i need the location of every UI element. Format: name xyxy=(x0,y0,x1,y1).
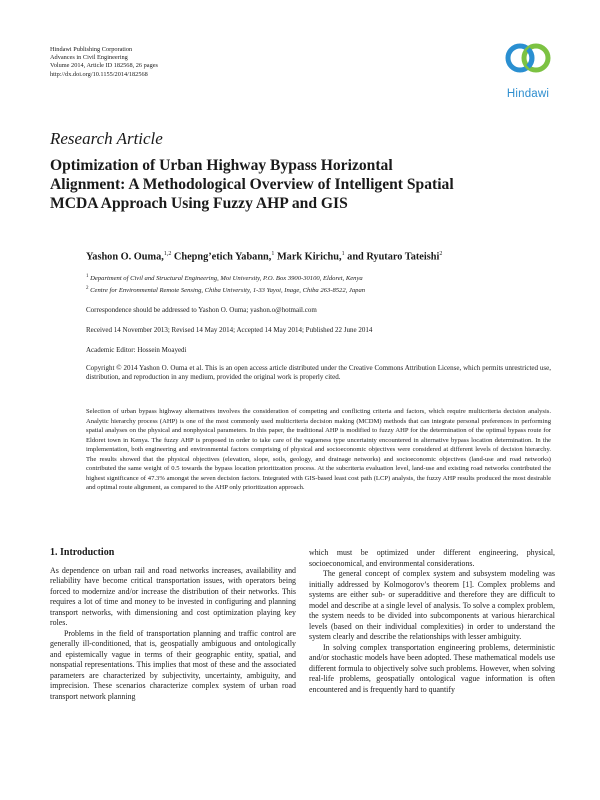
author-affiliation-marker: 1,2 xyxy=(163,251,172,257)
author-affiliation-marker: 1 xyxy=(341,251,345,257)
author-name: Mark Kirichu, xyxy=(274,251,342,263)
body-paragraph: As dependence on urban rail and road networks increases, availability and reliability have become critical transportation issues, with operators being forced to modernize and/or increase the distribution of their networks. This requires a lot of time and money to be invested in configuring and planning transport networks, with dimensioning and cost optimization playing key roles. xyxy=(50,565,296,627)
affiliation-marker: 2 xyxy=(86,286,89,291)
body-column-left xyxy=(50,548,296,702)
section-heading: 1. Introduction xyxy=(50,547,115,558)
article-title: Optimization of Urban Highway Bypass Horizontal Alignment: A Methodological Overview of Intelligent Spatial MCDA Approach Using Fuzzy AHP and GIS xyxy=(50,157,454,213)
affiliation-marker: 1 xyxy=(86,274,89,279)
author-affiliation-marker: 2 xyxy=(439,251,443,257)
body-column-right xyxy=(309,548,555,695)
body-paragraph: In solving complex transportation engineering problems, deterministic and/or stochastic models have been adopted. These mathematical models use different formula to objectively solve such problems. However, when solving real-life problems, geospatially ontological vague information is often encountered and is frequently hard to quantify xyxy=(309,642,555,694)
publisher-name: Hindawi Publishing Corporation xyxy=(50,46,133,53)
correspondence-line: Correspondence should be addressed to Yashon O. Ouma; yashon.o@hotmail.com xyxy=(86,306,317,314)
abstract: Selection of urban bypass highway alternatives involves the consideration of competing and conflicting criteria and factors, which require multicriteria decision analysis. Analytic hierarchy process (AHP) is one of the most commonly used multicriteria decision making (MCDM) methods that can integrate personal preferences in performing spatial analyses on the physical and nonphysical parameters. In this paper, the traditional AHP is modified to fuzzy AHP for the determination of the optimal bypass route for Eldoret town in Kenya. The fuzzy AHP is proposed in order to take care of the vagueness type uncertainty encountered in alternative bypass location determination. In the implementation, both engineering and environmental factors comprising of physical and socioeconomic objectives were considered at different levels of decision hierarchy. The results showed that the physical objectives (elevation, slope, soils, geology, and drainage networks) and socioeconomic objectives (land-use and road networks) contributed the same weight of 0.5 towards the bypass location prioritization process. At the subcriteria evaluation level, land-use and existing road networks contributed the highest significance of 47.3% amongst the seven decision factors. Integrated with GIS-based least cost path (LCP) analysis, the fuzzy AHP results produced the most desirable and optimal route alignment, as compared to the AHP only prioritization approach. xyxy=(86,408,551,492)
affiliation-2 xyxy=(86,286,365,294)
affiliation-text: Department of Civil and Structural Engineering, Moi University, P.O. Box 3900-30100, Eldoret, Kenya xyxy=(90,275,363,283)
author-list xyxy=(86,251,442,262)
academic-editor: Academic Editor: Hossein Moayedi xyxy=(86,346,187,354)
body-paragraph: The general concept of complex system and subsystem modeling was initially addressed by Kolmogorov’s theorem [1]. Complex problems and systems are either sub- or superadditive and therefore they are difficult to model and describe at a single level of analysis. To solve a complex problem, the system needs to be divided into subcomponents at various hierarchical levels (based on their individual complexities) in order to understand the system clearly and describe the relationships with lesser ambiguity. xyxy=(309,569,555,641)
volume-line: Volume 2014, Article ID 182568, 26 pages xyxy=(50,62,158,70)
body-paragraph: Problems in the field of transportation planning and traffic control are generally ill-conditioned, that is, geospatially ambiguous and ontologically and epistemically vague in terms of their geographic entity, spatial, and nonspatial representations. This implies that most of these and the associated parameters are characterized by subjectivity, uncertainty, ambiguity, and imprecision. These scenarios characterize complex system of urban road transport network planning xyxy=(50,628,296,701)
publication-info xyxy=(50,46,158,79)
article-type: Research Article xyxy=(50,129,163,148)
author-affiliation-marker: 1 xyxy=(271,251,275,257)
journal-name: Advances in Civil Engineering xyxy=(50,54,128,62)
affiliation-1 xyxy=(86,274,363,282)
hindawi-rings-icon xyxy=(500,30,556,86)
logo-wordmark: Hindawi xyxy=(506,88,550,100)
author-name: Chepng’etich Yabann, xyxy=(171,251,272,263)
dates-line: Received 14 November 2013; Revised 14 May 2014; Accepted 14 May 2014; Published 22 June 2014 xyxy=(86,326,373,334)
body-paragraph: which must be optimized under different engineering, physical, socioeconomical, and environmental considerations. xyxy=(309,548,555,568)
copyright-notice: Copyright © 2014 Yashon O. Ouma et al. This is an open access article distributed under the Creative Commons Attribution License, which permits unrestricted use, distribution, and reproduction in any medium, provided the original work is properly cited. xyxy=(86,364,551,382)
affiliation-text: Centre for Environmental Remote Sensing, Chiba University, 1-33 Yayoi, Inage, Chiba 263-8522, Japan xyxy=(90,287,366,295)
author-name: Yashon O. Ouma, xyxy=(86,251,164,263)
author-name: and Ryutaro Tateishi xyxy=(344,251,440,263)
hindawi-logo xyxy=(490,30,566,110)
doi-link[interactable]: http://dx.doi.org/10.1155/2014/182568 xyxy=(50,70,148,78)
